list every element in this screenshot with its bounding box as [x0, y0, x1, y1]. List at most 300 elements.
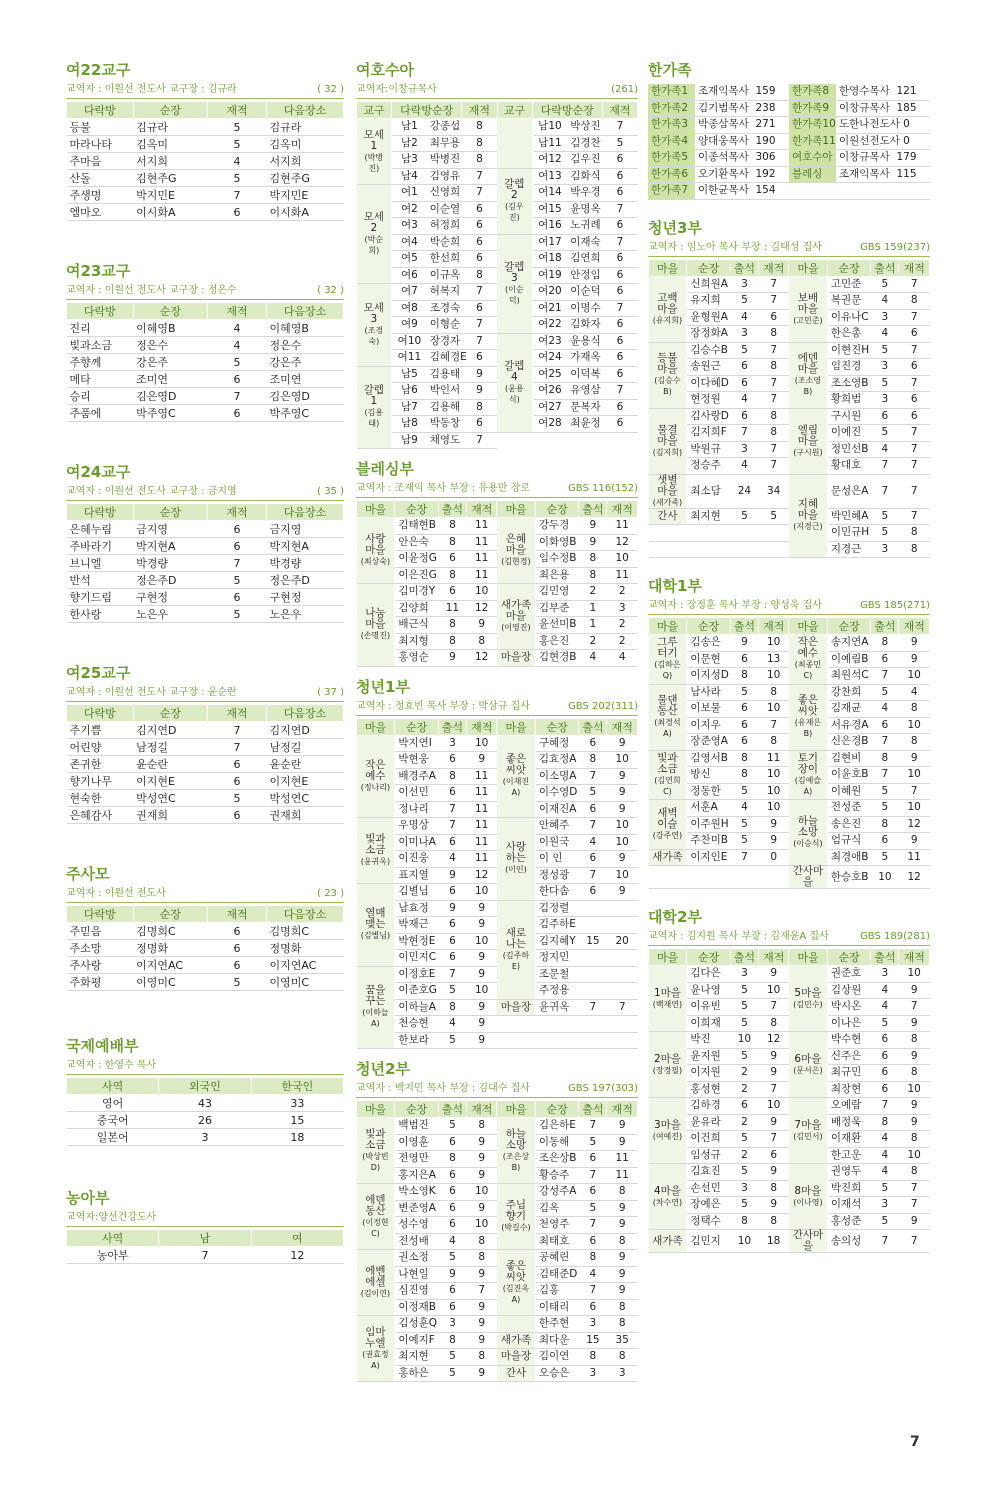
table-cell: 정성광	[535, 867, 579, 884]
table-cell: 김송은	[687, 635, 731, 652]
column-header: 다음장소	[266, 906, 343, 923]
section-meta	[648, 929, 930, 946]
table-cell: 박지현A	[133, 538, 207, 555]
table-cell: 5	[730, 1164, 758, 1181]
table-cell: 1	[579, 600, 607, 617]
table-cell: 121	[883, 84, 930, 100]
table-cell: 7	[462, 317, 497, 334]
table-cell: 배정욱	[827, 1114, 871, 1131]
table-cell: 이규옥	[427, 267, 462, 284]
group-name: 간사마을	[792, 1229, 824, 1252]
group-cell	[649, 849, 687, 866]
group-cell	[497, 518, 535, 584]
table-cell: 3	[607, 1365, 638, 1382]
table-cell: 12	[466, 600, 497, 617]
table-row	[67, 756, 344, 773]
table-cell: 6	[871, 651, 899, 668]
table-cell: 남3	[392, 152, 427, 169]
table-row	[649, 750, 930, 767]
spacer	[648, 889, 930, 907]
table-cell: 5	[871, 525, 899, 542]
table-cell: 7	[758, 342, 789, 359]
table-cell: 조재익목사	[695, 84, 742, 100]
group-name: 좋은	[505, 753, 527, 766]
section-staff: 교역자:양선건강도사	[66, 1212, 157, 1223]
table-cell: 여4	[392, 234, 427, 251]
table-cell: 이창규목사	[836, 150, 883, 167]
table-row	[357, 1316, 638, 1333]
table-cell: 한영수목사	[836, 84, 883, 100]
table-cell: 6	[438, 752, 466, 769]
group-cell	[789, 966, 827, 1032]
group-leader: (김예슬A)	[794, 775, 822, 796]
table-cell: 김주하E	[535, 917, 579, 934]
table-row	[649, 276, 930, 293]
table-cell: 여16	[532, 218, 567, 235]
group-cell	[497, 818, 535, 901]
data-table	[66, 905, 344, 991]
table-cell: 20	[607, 933, 638, 950]
table-cell: 박상진	[567, 119, 602, 136]
column-1	[66, 60, 344, 1264]
table-cell: 이종석목사	[695, 150, 742, 167]
table-cell: 190	[742, 133, 789, 150]
table-cell: 권준호	[827, 966, 871, 983]
table-cell: 김현주G	[133, 170, 207, 187]
table-cell: 8	[899, 1032, 930, 1049]
column-header: 출석	[730, 618, 758, 635]
table-cell: 4	[871, 441, 899, 458]
table-cell: 7	[730, 425, 758, 442]
table-cell: 8	[758, 425, 789, 442]
table-cell: 4	[579, 650, 607, 667]
table-cell: 4	[871, 326, 899, 343]
table-cell: 김은영D	[266, 388, 343, 405]
section-7	[66, 1188, 344, 1264]
table-header-row	[357, 1101, 638, 1118]
group-name: 빛과	[365, 1127, 386, 1140]
column-header: 마을	[789, 618, 827, 635]
group-name: 빛과	[365, 833, 386, 845]
column-header: 사역	[67, 1078, 159, 1095]
table-cell: 5	[438, 1250, 466, 1267]
table-cell: 5	[208, 119, 267, 136]
table-row	[67, 405, 344, 422]
table-cell: 5	[871, 783, 899, 800]
table-cell: 5	[730, 342, 758, 359]
table-cell: 윤귀옥	[535, 999, 579, 1016]
table-cell: 박현정E	[395, 933, 439, 950]
table-cell: 9	[579, 534, 607, 551]
section-title: 농아부	[66, 1189, 110, 1207]
group-name: 갈렙	[363, 384, 384, 397]
table-cell: 이미나A	[395, 834, 439, 851]
table-cell: 김현비	[827, 750, 871, 767]
table-cell: 7	[758, 1081, 789, 1098]
table-cell: 10	[607, 752, 638, 769]
column-header: 재적	[208, 705, 267, 722]
table-cell: 3	[871, 309, 899, 326]
table-cell: 7	[208, 187, 267, 204]
table-cell: 9	[758, 1065, 789, 1082]
data-table	[66, 101, 344, 221]
section-staff: 교역자 : 백지민 목사 부장 : 김대수 집사	[356, 1083, 530, 1094]
table-cell: 윤유라	[687, 1114, 731, 1131]
table-cell: 남정길	[266, 739, 343, 756]
table-cell: 1	[579, 617, 607, 634]
group-cell	[357, 584, 395, 667]
table-cell: 11	[607, 1151, 638, 1168]
table-cell: 안혜주	[535, 818, 579, 835]
group-name: 이슬	[657, 817, 678, 830]
table-cell: 6	[208, 940, 267, 957]
table-cell: 7	[579, 1217, 607, 1234]
table-cell: 238	[742, 100, 789, 117]
table-row	[357, 1032, 638, 1049]
table-cell: 6	[899, 326, 930, 343]
table-cell: 8	[730, 1213, 758, 1230]
table-cell: 최원석C	[827, 668, 871, 685]
table-cell: 이나은	[827, 1015, 871, 1032]
table-cell: 8	[466, 1233, 497, 1250]
table-cell: 5	[871, 800, 899, 817]
table-cell: 8	[438, 567, 466, 584]
table-cell: 은혜누림	[67, 521, 134, 538]
group-name: 물결	[657, 423, 678, 436]
column-header: 순장	[827, 618, 871, 635]
table-cell: 9	[899, 1213, 930, 1230]
group-name: 소금	[365, 1138, 386, 1151]
group-leader: (박길수)	[501, 1223, 531, 1232]
spacer	[66, 422, 344, 462]
table-cell: 한가족9	[789, 100, 836, 117]
section-staff: 교역자 : 조재익 목사 부장 : 유용만 장로	[356, 483, 530, 494]
table-cell: 강찬희	[827, 684, 871, 701]
table-cell: 6	[579, 1151, 607, 1168]
table-cell	[836, 183, 883, 200]
group-name: 토기	[797, 751, 819, 764]
section-count: GBS 197(303)	[568, 1083, 638, 1094]
table-cell: 3	[579, 1365, 607, 1382]
table-cell: 7	[758, 441, 789, 458]
table-cell: 방신	[687, 767, 731, 784]
table-row	[67, 773, 344, 790]
table-cell: 4	[871, 1131, 899, 1148]
table-cell: 9	[730, 635, 758, 652]
table-cell: 12	[899, 816, 930, 833]
table-cell: 6	[438, 1200, 466, 1217]
table-cell: 한가족6	[648, 166, 695, 183]
table-cell: 4	[871, 293, 899, 310]
column-header: 다락방	[67, 705, 134, 722]
group-name: 3	[510, 271, 518, 284]
table-cell: 11	[466, 785, 497, 802]
table-cell: 7	[899, 425, 930, 442]
table-cell: 8	[730, 767, 758, 784]
table-cell: 강종섭	[427, 119, 462, 136]
table-row	[67, 136, 344, 153]
group-name: 마을장	[500, 1000, 532, 1013]
section-staff: 교역자 : 이원선 전도사 교구장 : 정은수	[66, 285, 237, 296]
table-cell: 7	[438, 818, 466, 835]
table-cell: 장경자	[427, 333, 462, 350]
table-cell: 18	[758, 1230, 789, 1253]
group-name: 새가족	[500, 1333, 532, 1346]
column-header: 마을	[649, 949, 687, 966]
table-cell: 이주원H	[687, 816, 731, 833]
table-cell: 7	[899, 508, 930, 525]
group-name: 간사	[505, 1366, 527, 1379]
table-cell: 5	[208, 974, 267, 991]
table-cell: 박주영C	[133, 405, 207, 422]
table-cell: 7	[899, 474, 930, 508]
table-cell: 천영주	[535, 1217, 579, 1234]
table-cell: 김민영	[535, 584, 579, 601]
table-cell: 배경주A	[395, 768, 439, 785]
group-cell	[789, 474, 827, 558]
table-cell: 박재근	[395, 917, 439, 934]
group-name: 새가족	[652, 850, 683, 863]
section-meta	[66, 1210, 344, 1227]
table-cell: 이형순	[427, 317, 462, 334]
table-cell: 김사랑D	[687, 408, 731, 425]
table-cell: 윤나영	[687, 982, 731, 999]
data-table	[66, 503, 344, 623]
group-name: 간사마을	[792, 865, 824, 888]
table-cell: 현정원	[687, 392, 731, 409]
table-cell: 11	[466, 551, 497, 568]
table-cell: 이순열	[427, 201, 462, 218]
table-cell: 메타	[67, 371, 134, 388]
table-cell: 6	[602, 333, 637, 350]
table-cell: 6	[602, 168, 637, 185]
table-cell: 김지연D	[133, 722, 207, 739]
table-cell: 7	[899, 458, 930, 475]
section-youth3	[648, 218, 930, 559]
group-cell	[357, 966, 395, 1049]
section-title: 한가족	[648, 61, 692, 79]
table-cell: 10	[871, 866, 899, 889]
table-cell: 4	[730, 800, 758, 817]
table-header-row	[357, 102, 638, 119]
column-header: 여	[251, 1230, 343, 1247]
empty-cell	[497, 1016, 535, 1033]
column-header: 한국인	[251, 1078, 343, 1095]
table-cell: 성수영	[395, 1217, 439, 1234]
table-cell: 이영미C	[133, 974, 207, 991]
table-cell: 이건희	[687, 1131, 731, 1148]
group-name: 1	[370, 139, 378, 152]
table-row	[357, 735, 638, 752]
section-count: GBS 116(152)	[568, 483, 638, 494]
table-row	[357, 1332, 638, 1349]
table-cell: 6	[730, 701, 758, 718]
table-row	[67, 974, 344, 991]
table-cell: 2	[730, 1065, 758, 1082]
table-row	[648, 166, 930, 183]
table-row	[357, 168, 638, 185]
table-cell: 박지민E	[266, 187, 343, 204]
section-3	[66, 462, 344, 623]
table-cell: 박지연I	[395, 735, 439, 752]
table-row	[649, 684, 930, 701]
table-cell: 10	[758, 783, 789, 800]
group-name: 장이	[797, 762, 819, 775]
table-cell: 8	[758, 684, 789, 701]
table-cell: 154	[742, 183, 789, 200]
table-cell: 7	[871, 734, 899, 751]
table-header-row	[67, 102, 344, 119]
table-cell	[789, 183, 836, 200]
table-cell: 7	[899, 375, 930, 392]
table-cell: 11	[466, 567, 497, 584]
table-cell: 박시온	[827, 999, 871, 1016]
table-row	[648, 183, 930, 200]
group-cell	[357, 185, 392, 284]
table-cell: 이지우	[687, 717, 731, 734]
table-cell	[579, 950, 607, 967]
table-cell: 구현정	[133, 589, 207, 606]
table-cell: 9	[607, 884, 638, 901]
table-cell: 여8	[392, 300, 427, 317]
group-name: 샛별	[657, 473, 678, 486]
table-cell: 9	[607, 1118, 638, 1135]
section-yeohosua	[356, 60, 638, 449]
table-cell: 9	[607, 1250, 638, 1267]
group-name: 마을	[797, 434, 819, 447]
table-cell: 5	[871, 684, 899, 701]
table-cell: 6	[208, 923, 267, 940]
table-cell: 신은경B	[827, 734, 871, 751]
table-cell: 6	[438, 917, 466, 934]
table-cell: 권재희	[266, 807, 343, 824]
table-cell: 표지열	[395, 867, 439, 884]
table-cell: 등불	[67, 119, 134, 136]
table-cell: 8	[899, 541, 930, 558]
table-row	[67, 807, 344, 824]
table-cell: 가재옥	[567, 350, 602, 367]
table-cell: 박인서	[427, 383, 462, 400]
table-cell	[579, 917, 607, 934]
group-name: 나는	[505, 937, 527, 950]
empty-cell	[730, 525, 758, 542]
table-cell: 8	[899, 701, 930, 718]
table-cell: 11	[466, 834, 497, 851]
column-header: 출석	[438, 718, 466, 735]
table-cell: 이재석	[827, 1197, 871, 1214]
column-header: 순장	[535, 1101, 579, 1118]
table-cell: 김현주G	[266, 170, 343, 187]
table-cell: 11	[607, 1167, 638, 1184]
table-cell: 6	[899, 392, 930, 409]
section-2	[66, 261, 344, 422]
table-cell: 10	[730, 1230, 758, 1253]
table-cell: 한가족8	[789, 84, 836, 100]
table-cell: 4	[730, 309, 758, 326]
table-cell: 3	[730, 441, 758, 458]
table-cell: 306	[742, 150, 789, 167]
group-name: 그루	[657, 636, 678, 649]
table-cell: 6	[208, 538, 267, 555]
table-cell: 10	[607, 867, 638, 884]
table-row	[357, 1250, 638, 1267]
table-cell: 5	[871, 425, 899, 442]
table-cell: 8	[730, 750, 758, 767]
table-cell: 7	[758, 1131, 789, 1148]
table-cell: 6	[438, 933, 466, 950]
table-row	[67, 388, 344, 405]
group-name: 물댄	[657, 694, 678, 706]
table-cell: 여9	[392, 317, 427, 334]
table-cell: 금지영	[133, 521, 207, 538]
table-cell	[607, 900, 638, 917]
table-cell: 6	[462, 218, 497, 235]
table-cell: 6	[899, 359, 930, 376]
empty-cell	[579, 1032, 607, 1049]
section-count: GBS 185(271)	[860, 600, 930, 611]
table-cell: 9	[466, 1332, 497, 1349]
table-cell: 7	[871, 1230, 899, 1253]
group-name: 3	[370, 312, 378, 325]
table-cell: 정동한	[687, 783, 731, 800]
table-cell: 반석	[67, 572, 134, 589]
table-cell: 6	[730, 734, 758, 751]
table-cell: 7	[899, 783, 930, 800]
group-leader: (최상숙)	[360, 557, 391, 566]
table-cell: 35	[607, 1332, 638, 1349]
table-cell: 김현경B	[535, 650, 579, 667]
group-name: 새로	[505, 926, 527, 939]
table-cell: 이유나C	[827, 309, 871, 326]
table-cell: 5	[871, 849, 899, 866]
table-cell: 7	[758, 717, 789, 734]
table-cell: 9	[899, 1015, 930, 1032]
table-cell: 이영훈	[395, 1134, 439, 1151]
table-cell: 구혜정	[535, 735, 579, 752]
table-cell: 이지성D	[687, 668, 731, 685]
table-cell: 6	[730, 651, 758, 668]
table-cell: 8	[871, 750, 899, 767]
table-cell: 7	[899, 1180, 930, 1197]
table-cell: 9	[758, 816, 789, 833]
table-cell: 김연희	[567, 251, 602, 268]
table-cell: 윤선미B	[535, 617, 579, 634]
section-title: 여호수아	[356, 61, 414, 79]
table-cell: 8	[438, 768, 466, 785]
empty-cell	[649, 541, 687, 558]
table-cell: 9	[758, 1048, 789, 1065]
table-cell: 10	[899, 767, 930, 784]
column-header: 순장	[827, 259, 871, 276]
section-staff: 교역자 : 이원선 전도사	[66, 888, 166, 899]
table-cell: 9	[466, 950, 497, 967]
table-cell: 이지원	[687, 1065, 731, 1082]
table-cell: 4	[871, 999, 899, 1016]
column-header: 마을	[357, 1101, 395, 1118]
column-header: 재적	[208, 504, 267, 521]
group-leader: (이순덕)	[505, 284, 524, 305]
group-name: 3마을	[653, 1118, 681, 1131]
table-cell: 12	[466, 650, 497, 667]
table-cell: 6	[438, 1167, 466, 1184]
group-leader: (구시원)	[793, 447, 823, 457]
group-cell	[497, 735, 535, 818]
group-name: 2	[370, 222, 378, 234]
table-cell: 이희재	[687, 1015, 731, 1032]
table-cell: 4	[579, 834, 607, 851]
table-header-row	[649, 618, 930, 635]
table-row	[649, 866, 930, 889]
